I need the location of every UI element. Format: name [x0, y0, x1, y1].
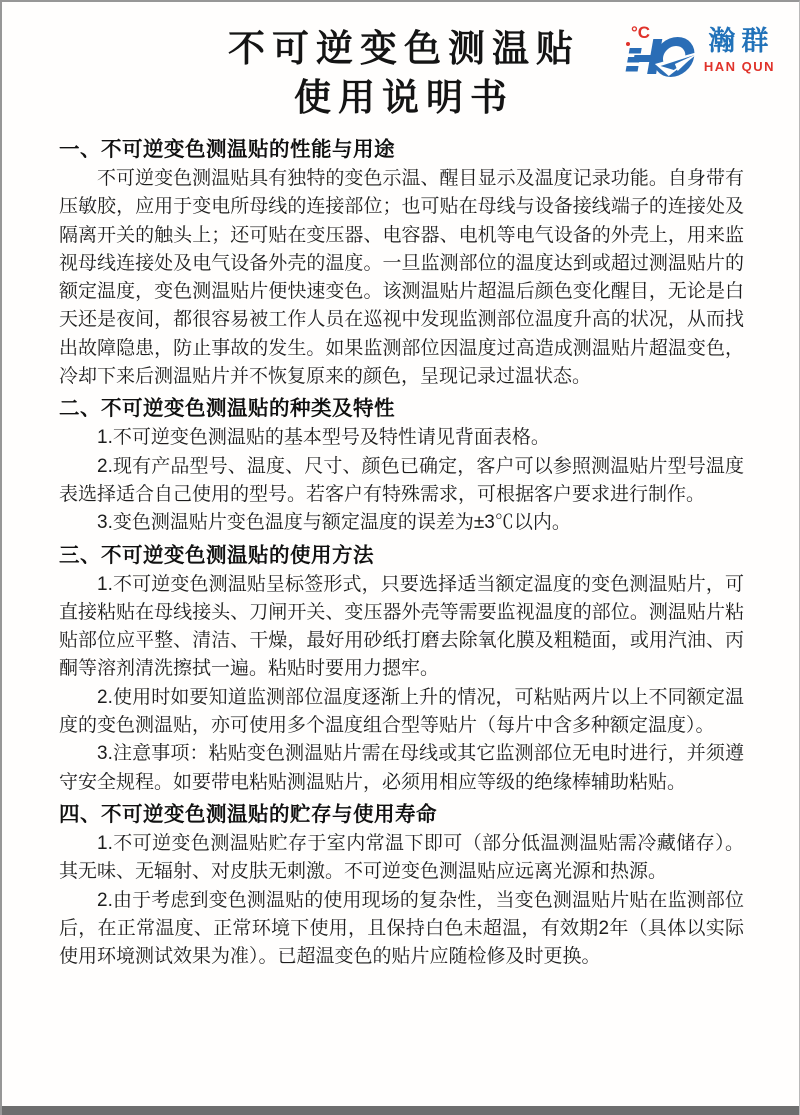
- degree-celsius-text: °C: [630, 23, 650, 42]
- section-1-paragraph-1: 不可逆变色测温贴具有独特的变色示温、醒目显示及温度记录功能。自身带有压敏胶，应用于变电所母线的连接部位；也可贴在母线与设备接线端子的连接处及隔离开关的触头上；还可贴在变压器、电容器、电机等电气设备的外壳上，用来监视母线连接处及电气设备外壳的温度。一旦监测部位的温度达到或超过测温贴片的额定温度，变色测温贴片便快速变色。该测温贴片超温后颜色变化醒目，无论是白天还是夜间，都很容易被工作人员在巡视中发现监测部位温度升高的状况，从而找出故障隐患，防止事故的发生。如果监测部位因温度过高造成测温贴片超温变色，冷却下来后测温贴片并不恢复原来的颜色，呈现记录过温状态。: [59, 168, 744, 388]
- section-2-paragraph-1: 1.不可逆变色测温贴的基本型号及特性请见背面表格。: [97, 427, 550, 449]
- section-2-heading: 二、不可逆变色测温贴的种类及特性: [59, 397, 395, 421]
- section-4-paragraph-2: 2.由于考虑到变色测温贴的使用现场的复杂性，当变色测温贴片贴在监测部位后，在正常温度、正常环境下使用，且保持白色未超温，有效期2年（具体以实际使用环境测试效果为准）。已超温变色的贴片应随检修及时更换。: [59, 889, 744, 968]
- section-4-paragraph-1: 1.不可逆变色测温贴贮存于室内常温下即可（部分低温测温贴需冷藏储存）。其无味、无辐射、对皮肤无刺激。不可逆变色测温贴应远离光源和热源。: [59, 832, 744, 883]
- section-3-paragraph-2: 2.使用时如要知道监测部位温度逐渐上升的情况，可粘贴两片以上不同额定温度的变色测温贴，亦可使用多个温度组合型等贴片（每片中含多种额定温度）。: [59, 686, 744, 737]
- section-types-and-characteristics: [59, 394, 744, 537]
- logo-english-name: HAN QUN: [703, 59, 775, 74]
- section-2-paragraph-3: 3.变色测温贴片变色温度与额定温度的误差为±3℃以内。: [97, 512, 571, 534]
- section-storage-and-lifespan: [59, 800, 744, 971]
- section-usage-method: [59, 541, 744, 797]
- page-bottom-edge: [2, 1106, 799, 1115]
- section-3-paragraph-3: 3.注意事项：粘贴变色测温贴片需在母线或其它监测部位无电时进行，并须遵守安全规程。如要带电粘贴测温贴片，必须用相应等级的绝缘棒辅助粘贴。: [59, 743, 744, 793]
- section-4-heading: 四、不可逆变色测温贴的贮存与使用寿命: [59, 802, 437, 826]
- title-line-1: 不可逆变色测温贴: [228, 28, 580, 69]
- section-3-paragraph-1: 1.不可逆变色测温贴呈标签形式，只要选择适当额定温度的变色测温贴片，可直接粘贴在母线接头、刀闸开关、变压器外壳等需要监视温度的部位。测温贴片粘贴部位应平整、清洁、干燥，最好用砂纸打磨去除氧化膜及粗糙面，或用汽油、丙酮等溶剂清洗擦拭一遍。粘贴时要用力摁牢。: [59, 573, 744, 680]
- section-3-heading: 三、不可逆变色测温贴的使用方法: [59, 543, 374, 567]
- title-line-2: 使用说明书: [294, 77, 514, 118]
- section-2-paragraph-2: 2.现有产品型号、温度、尺寸、颜色已确定，客户可以参照测温贴片型号温度表选择适合自己使用的型号。若客户有特殊需求，可根据客户要求进行制作。: [59, 455, 744, 505]
- logo-wordmark: [704, 25, 775, 75]
- logo-hq-icon: [619, 18, 699, 82]
- document-body: [2, 122, 799, 971]
- logo-chinese-name: 瀚群: [708, 26, 775, 56]
- company-logo: [619, 18, 775, 82]
- section-1-heading: 一、不可逆变色测温贴的性能与用途: [59, 138, 395, 161]
- section-performance-and-use: [59, 135, 744, 391]
